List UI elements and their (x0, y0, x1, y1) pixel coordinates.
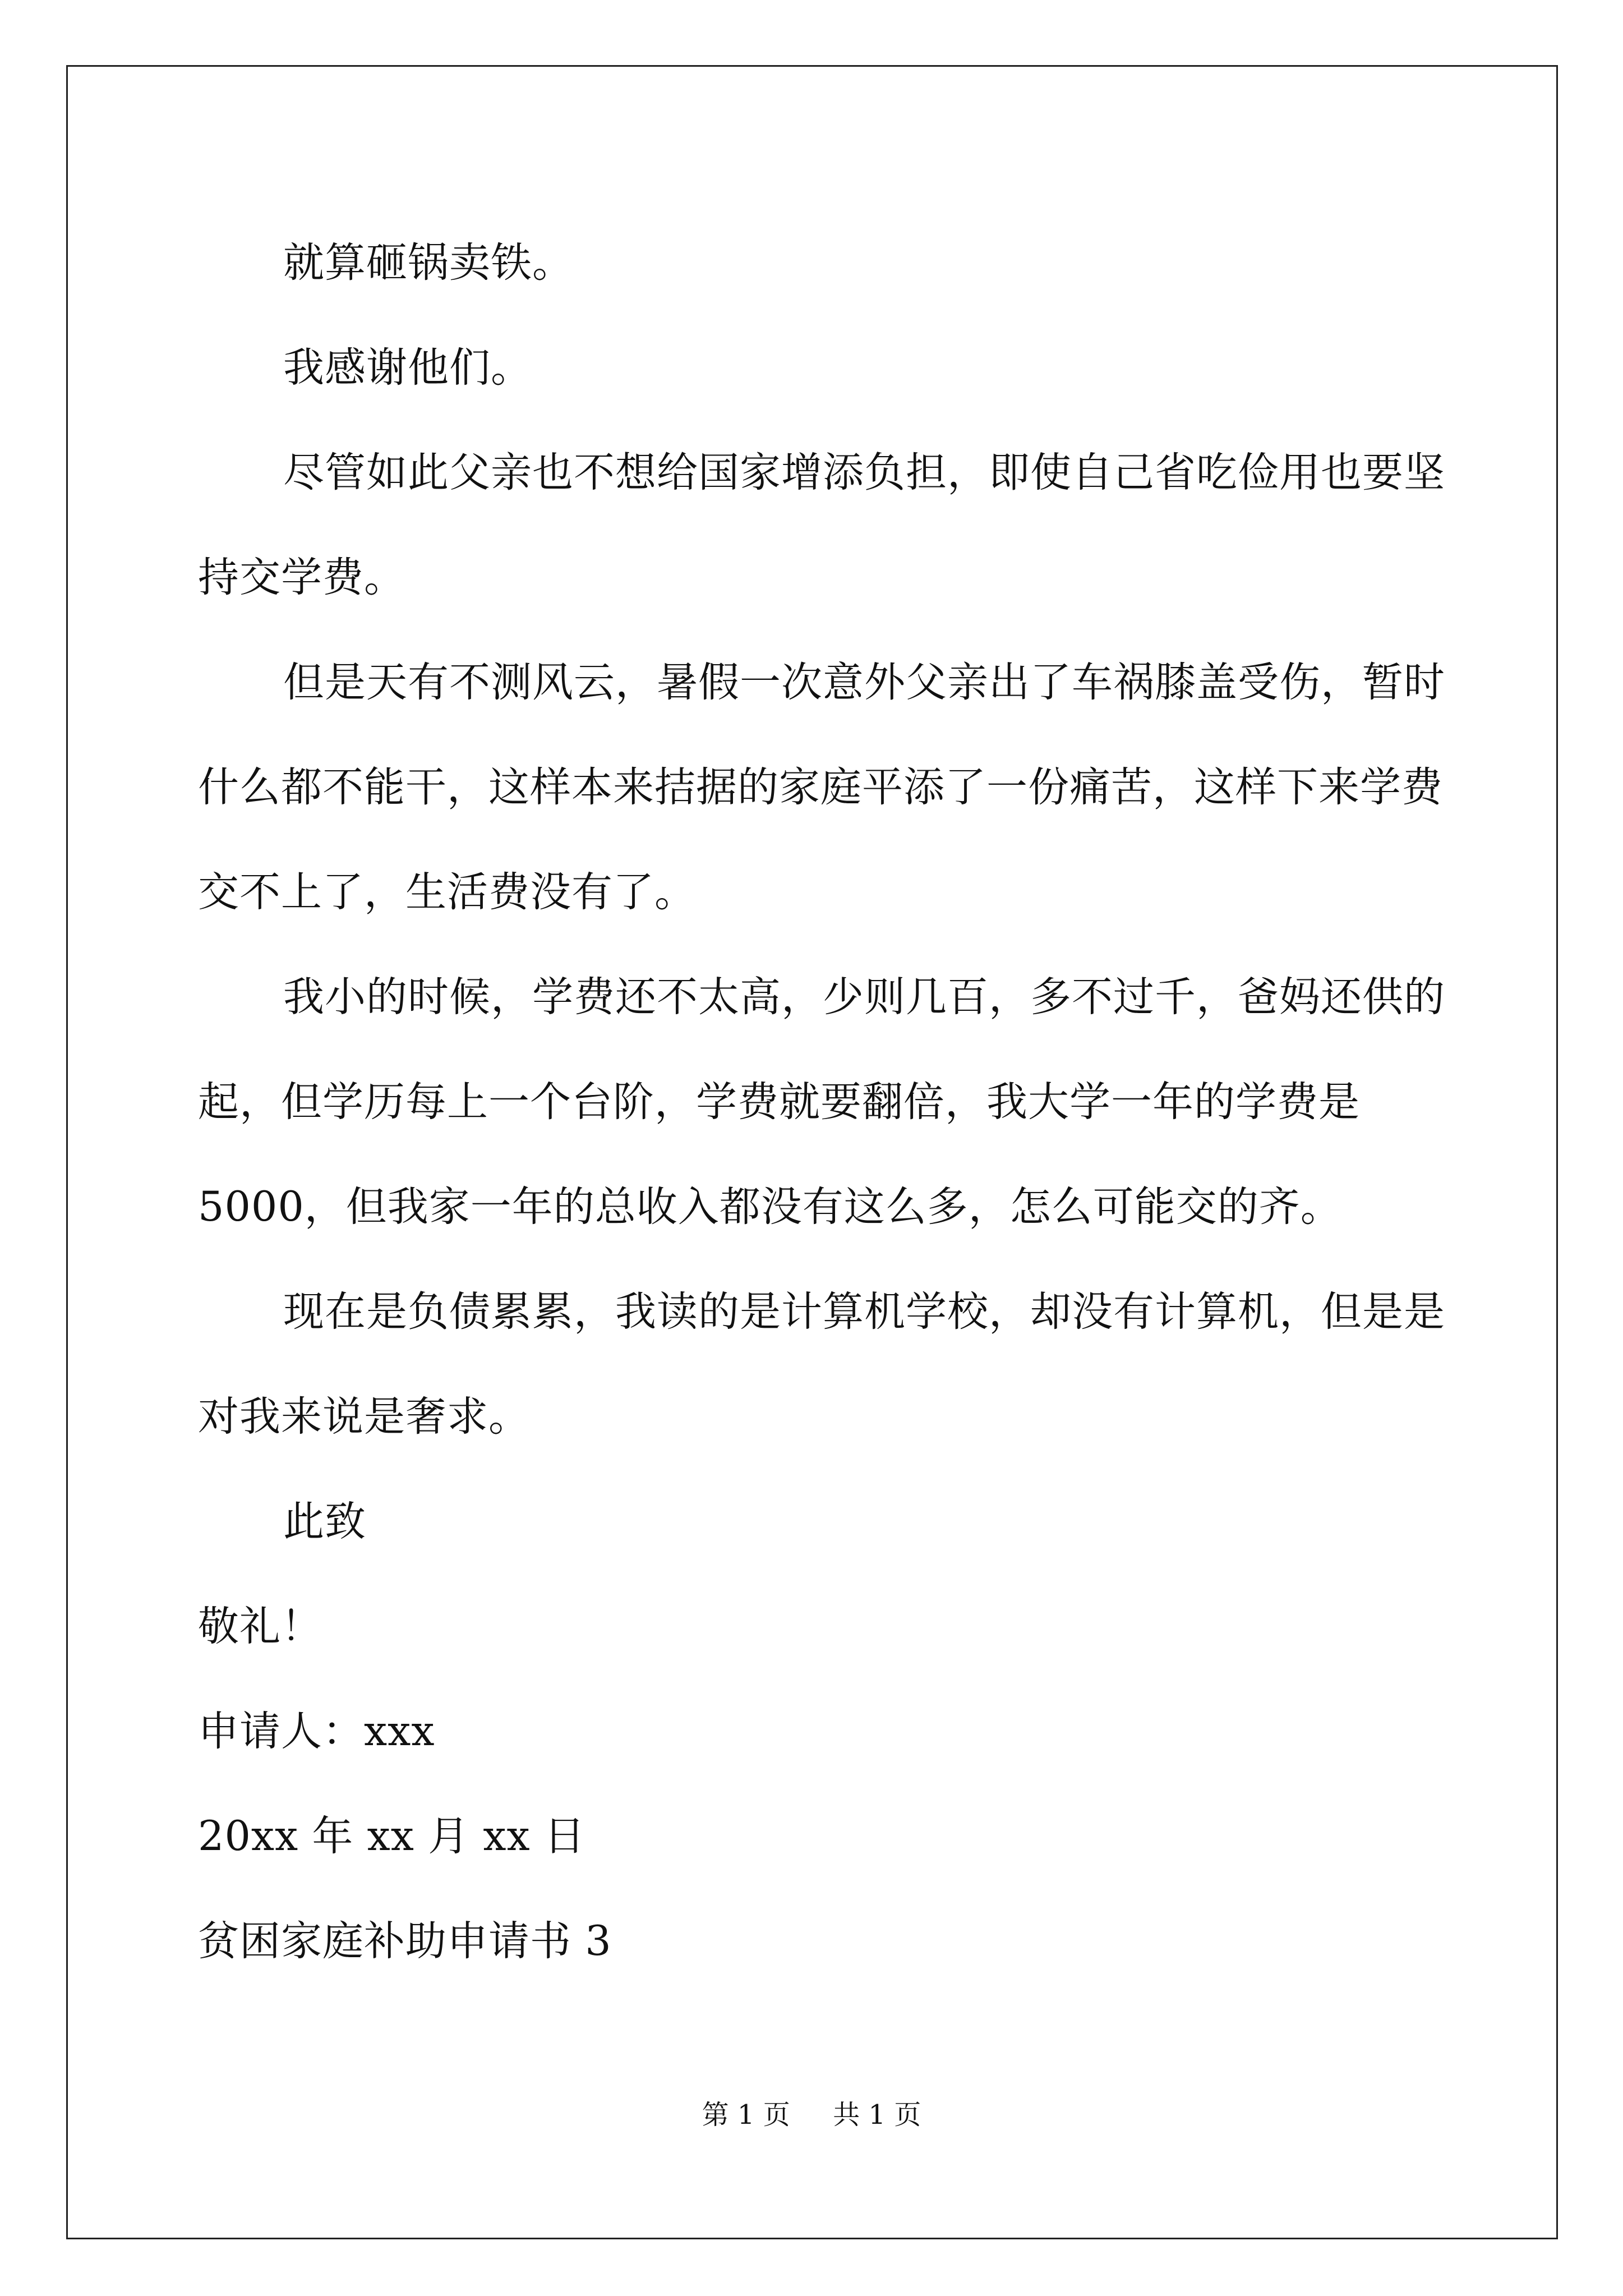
text-line: 5000，但我家一年的总收入都没有这么多，怎么可能交的齐。 (198, 1183, 1342, 1231)
next-section-title: 贫困家庭补助申请书 3 (198, 1917, 612, 1965)
text-line: 但是天有不测风云，暑假一次意外父亲出了车祸膝盖受伤，暂时 (283, 659, 1445, 706)
paragraph (198, 420, 1445, 525)
text-line: 什么都不能干，这样本来拮据的家庭平添了一份痛苦，这样下来学费 (198, 763, 1443, 811)
text-line: 此致 (283, 1498, 366, 1545)
applicant-line: 申请人：xxx (198, 1708, 435, 1755)
page-number: 第 1 页 (702, 2099, 790, 2131)
text-line: 尽管如此父亲也不想给国家增添负担，即使自己省吃俭用也要坚 (283, 449, 1445, 496)
text-line: 我感谢他们。 (283, 344, 532, 392)
paragraph-salutation (198, 1469, 1432, 1574)
date-line: 20xx 年 xx 月 xx 日 (198, 1812, 585, 1860)
paragraph-continuation (198, 1050, 1432, 1259)
text-line: 持交学费。 (198, 554, 405, 601)
paragraph (198, 630, 1445, 735)
text-line: 我小的时候，学费还不太高，少则几百，多不过千，爸妈还供的 (283, 973, 1445, 1021)
text-line: 交不上了，生活费没有了。 (198, 868, 696, 916)
page-total: 共 1 页 (833, 2099, 921, 2131)
paragraph (198, 1259, 1445, 1364)
text-line: 就算砸锅卖铁。 (283, 239, 574, 287)
page-footer (0, 2098, 1623, 2132)
paragraph (198, 210, 1432, 315)
text-line: 对我来说是奢求。 (198, 1393, 530, 1441)
paragraph-continuation (198, 1364, 1432, 1469)
closing-text: 敬礼！ (198, 1603, 322, 1650)
paragraph-continuation (198, 735, 1443, 945)
paragraph (198, 315, 1432, 420)
text-line: 起，但学历每上一个台阶，学费就要翻倍，我大学一年的学费是 (198, 1078, 1360, 1126)
document-body (198, 210, 1445, 1994)
text-line: 现在是负债累累，我读的是计算机学校，却没有计算机，但是是 (283, 1288, 1445, 1336)
paragraph-continuation (198, 525, 1432, 630)
paragraph (198, 945, 1445, 1050)
